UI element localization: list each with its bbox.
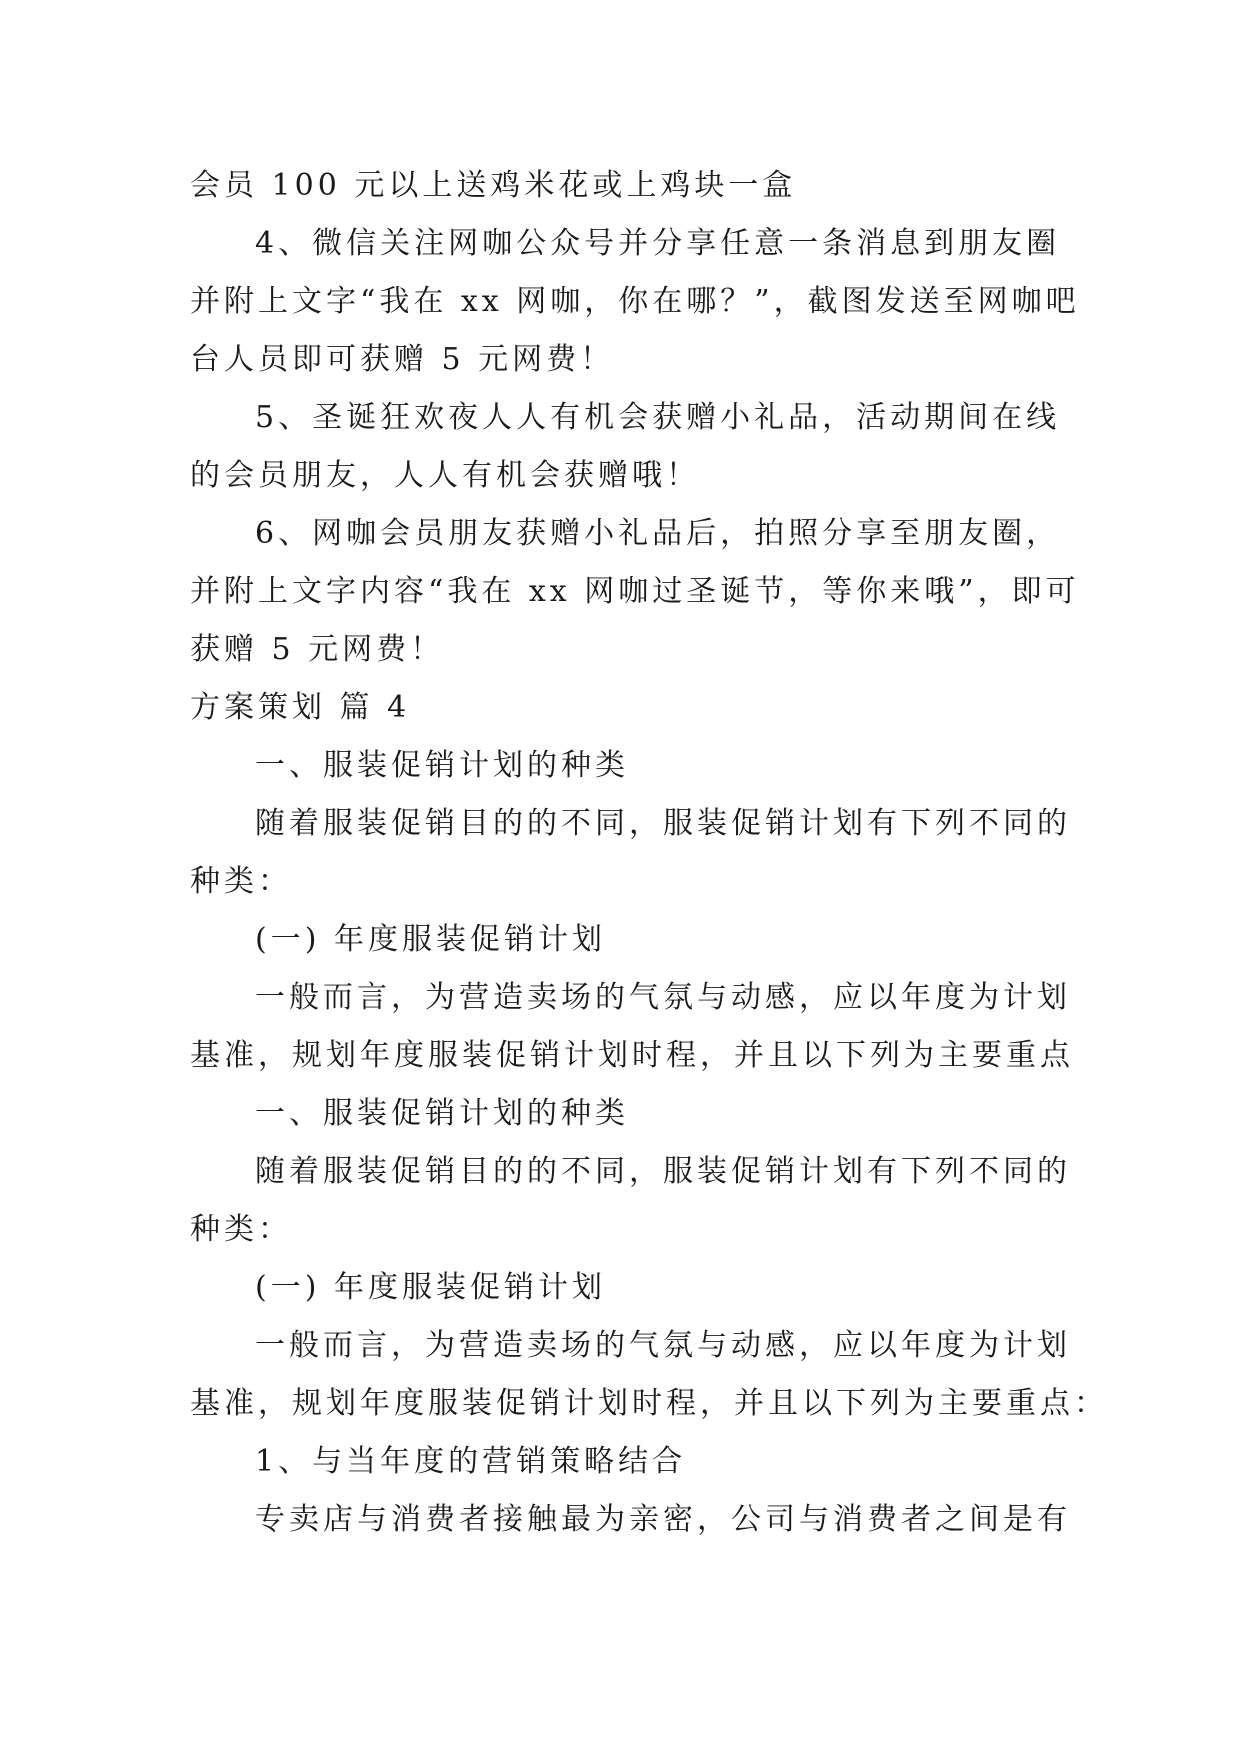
paragraph-line: 基准，规划年度服装促销计划时程，并且以下列为主要重点 — [190, 1038, 1074, 1073]
paragraph-line: 获赠 5 元网费！ — [190, 632, 445, 667]
subheading: (一) 年度服装促销计划 — [255, 922, 606, 957]
paragraph-line: 5、圣诞狂欢夜人人有机会获赠小礼品，活动期间在线 — [255, 400, 1061, 435]
paragraph-line: 随着服装促销目的的不同，服装促销计划有下列不同的 — [255, 806, 1071, 841]
paragraph-line: 基准，规划年度服装促销计划时程，并且以下列为主要重点： — [190, 1386, 1108, 1421]
paragraph-line: 4、微信关注网咖公众号并分享任意一条消息到朋友圈 — [255, 226, 1061, 261]
subheading: (一) 年度服装促销计划 — [255, 1270, 606, 1305]
paragraph-line: 种类： — [190, 1212, 292, 1247]
paragraph-line: 专卖店与消费者接触最为亲密，公司与消费者之间是有 — [255, 1502, 1071, 1537]
paragraph-line: 并附上文字“我在 xx 网咖，你在哪？”，截图发送至网咖吧 — [190, 284, 1080, 319]
subheading: 一、服装促销计划的种类 — [255, 748, 629, 783]
paragraph-line: 会员 100 元以上送鸡米花或上鸡块一盒 — [190, 168, 797, 203]
subheading: 一、服装促销计划的种类 — [255, 1096, 629, 1131]
paragraph-line: 种类： — [190, 864, 292, 899]
paragraph-line: 6、网咖会员朋友获赠小礼品后，拍照分享至朋友圈， — [255, 516, 1061, 551]
subheading: 1、与当年度的营销策略结合 — [255, 1444, 687, 1479]
paragraph-line: 一般而言，为营造卖场的气氛与动感，应以年度为计划 — [255, 980, 1071, 1015]
paragraph-line: 随着服装促销目的的不同，服装促销计划有下列不同的 — [255, 1154, 1071, 1189]
paragraph-line: 一般而言，为营造卖场的气氛与动感，应以年度为计划 — [255, 1328, 1071, 1363]
paragraph-line: 台人员即可获赠 5 元网费！ — [190, 342, 615, 377]
paragraph-line: 并附上文字内容“我在 xx 网咖过圣诞节，等你来哦”，即可 — [190, 574, 1080, 609]
paragraph-line: 的会员朋友，人人有机会获赠哦！ — [190, 458, 700, 493]
section-heading: 方案策划 篇 4 — [190, 690, 411, 725]
